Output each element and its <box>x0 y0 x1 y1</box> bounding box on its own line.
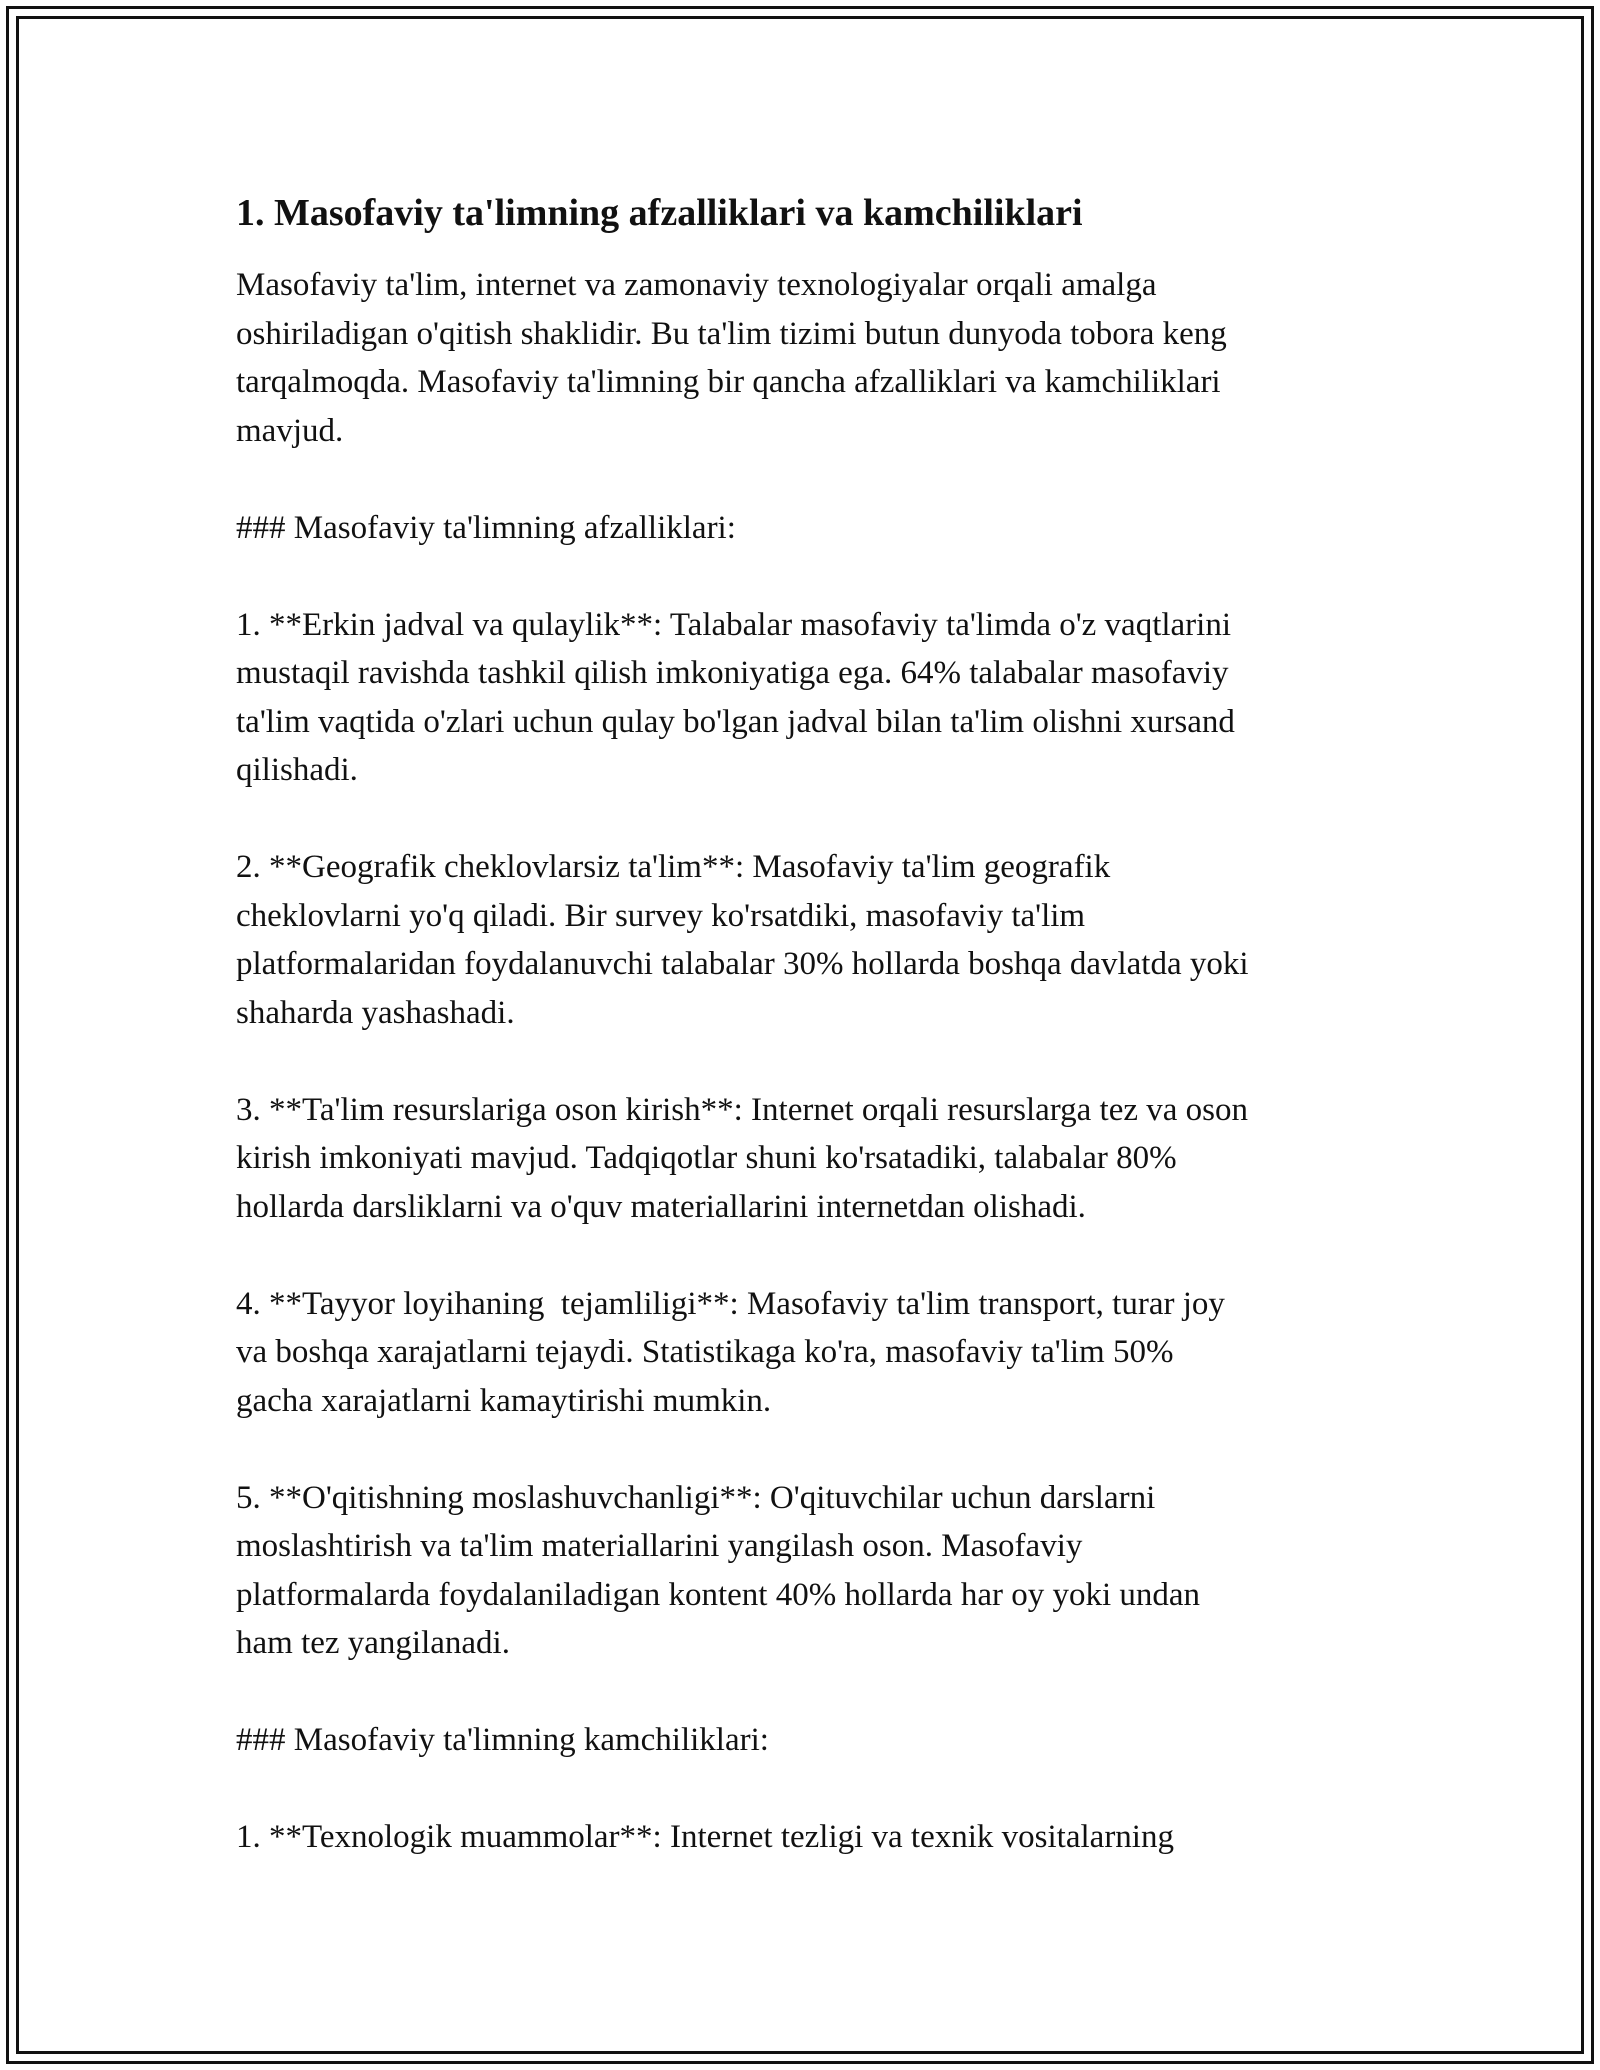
text-line: ### Masofaviy ta'limning kamchiliklari: <box>236 1722 769 1758</box>
text-line: hollarda darsliklarni va o'quv materiallarini internetdan olishadi. <box>236 1188 1086 1225</box>
text-line: oshiriladigan o'qitish shaklidir. Bu ta'lim tizimi butun dunyoda tobora keng <box>236 315 1227 352</box>
text-line: 1. **Texnologik muammolar**: Internet tezligi va texnik vositalarning <box>236 1819 1174 1855</box>
text-line: Masofaviy ta'lim, internet va zamonaviy texnologiyalar orqali amalga <box>236 267 1157 303</box>
intro-paragraph <box>236 261 1376 455</box>
text-line: shaharda yashashadi. <box>236 994 515 1031</box>
text-line: ham tez yangilanadi. <box>236 1625 510 1661</box>
text-line: 4. **Tayyor loyihaning tejamliligi**: Masofaviy ta'lim transport, turar joy <box>236 1285 1225 1322</box>
paragraph-spacer <box>236 1765 1376 1814</box>
paragraph-spacer <box>236 1425 1376 1474</box>
text-line: va boshqa xarajatlarni tejaydi. Statistikaga ko'ra, masofaviy ta'lim 50% <box>236 1334 1174 1370</box>
advantage-item-5 <box>236 1474 1376 1668</box>
paragraph-spacer <box>236 455 1376 504</box>
text-line: platformalarda foydalaniladigan kontent 40% hollarda har oy yoki undan <box>236 1576 1201 1613</box>
disadvantages-heading <box>236 1716 1376 1765</box>
advantage-item-3 <box>236 1086 1376 1232</box>
text-line: moslashtirish va ta'lim materiallarini yangilash oson. Masofaviy <box>236 1528 1083 1564</box>
paragraph-spacer <box>236 1668 1376 1717</box>
text-line: 2. **Geografik cheklovlarsiz ta'lim**: Masofaviy ta'lim geografik <box>236 849 1111 885</box>
text-line: 5. **O'qitishning moslashuvchanligi**: O'qituvchilar uchun darslarni <box>236 1479 1156 1516</box>
advantages-heading <box>236 504 1376 553</box>
document-page <box>236 185 1376 1862</box>
text-line: ### Masofaviy ta'limning afzalliklari: <box>236 509 736 546</box>
paragraph-spacer <box>236 795 1376 844</box>
text-line: mavjud. <box>236 412 344 449</box>
text-line: 3. **Ta'lim resurslariga oson kirish**: Internet orqali resurslarga tez va oson <box>236 1091 1249 1128</box>
disadvantage-item-1 <box>236 1813 1376 1862</box>
text-line: kirish imkoniyati mavjud. Tadqiqotlar shuni ko'rsatadiki, talabalar 80% <box>236 1140 1177 1176</box>
text-line: cheklovlarni yo'q qiladi. Bir survey ko'rsatdiki, masofaviy ta'lim <box>236 897 1086 934</box>
document-title: 1. Masofaviy ta'limning afzalliklari va kamchiliklari <box>236 192 1083 234</box>
paragraph-spacer <box>236 1231 1376 1280</box>
text-line: 1. **Erkin jadval va qulaylik**: Talabalar masofaviy ta'limda o'z vaqtlarini <box>236 606 1232 643</box>
text-line: tarqalmoqda. Masofaviy ta'limning bir qancha afzalliklari va kamchiliklari <box>236 364 1221 400</box>
title-spacer <box>236 241 1376 261</box>
advantage-item-2 <box>236 843 1376 1037</box>
text-line: platformalaridan foydalanuvchi talabalar 30% hollarda boshqa davlatda yoki <box>236 946 1249 982</box>
advantage-item-1 <box>236 601 1376 795</box>
text-line: ta'lim vaqtida o'zlari uchun qulay bo'lgan jadval bilan ta'lim olishni xursand <box>236 703 1235 740</box>
paragraph-spacer <box>236 552 1376 601</box>
text-line: mustaqil ravishda tashkil qilish imkoniyatiga ega. 64% talabalar masofaviy <box>236 655 1229 691</box>
paragraph-spacer <box>236 1037 1376 1086</box>
text-line: qilishadi. <box>236 752 358 788</box>
advantage-item-4 <box>236 1280 1376 1426</box>
text-line: gacha xarajatlarni kamaytirishi mumkin. <box>236 1382 772 1419</box>
